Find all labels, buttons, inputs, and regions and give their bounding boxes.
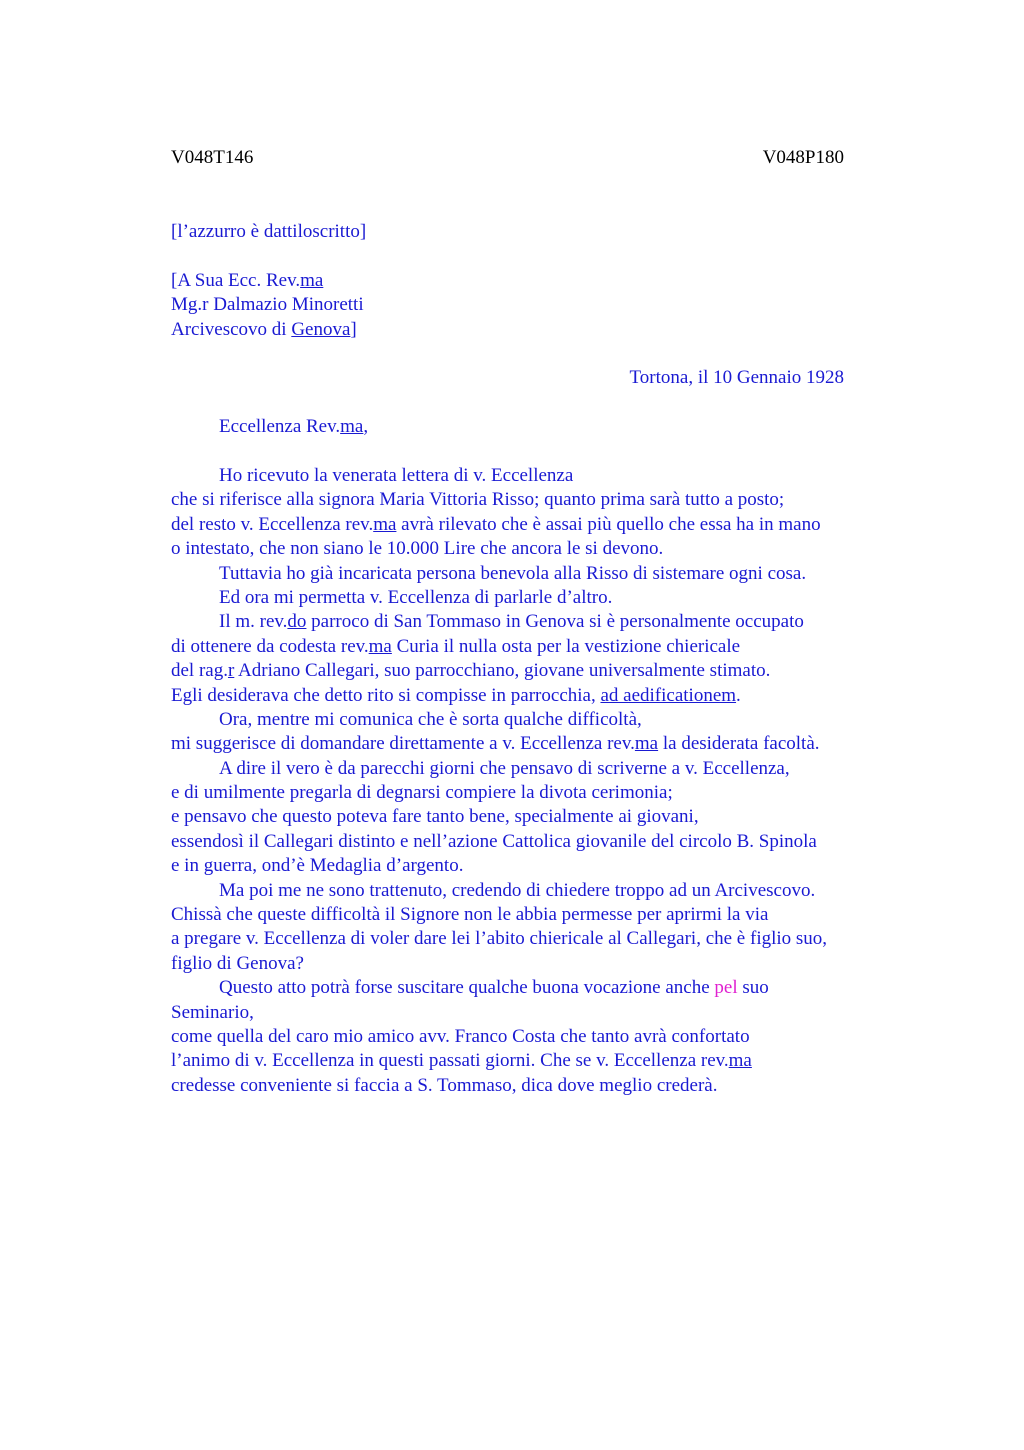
abbrev-superscript: ma bbox=[300, 270, 324, 291]
body-line: e di umilmente pregarla di degnarsi compiere la divota cerimonia; bbox=[171, 782, 673, 804]
abbrev-superscript: r bbox=[227, 660, 235, 682]
addressee-line-3: Arcivescovo di Genova] bbox=[171, 318, 357, 340]
body-line: Tuttavia ho già incaricata persona benevola alla Risso di sistemare ogni cosa. bbox=[219, 562, 807, 584]
abbrev-superscript: ma bbox=[373, 513, 397, 535]
body-line: e in guerra, ond’è Medaglia d’argento. bbox=[171, 855, 464, 877]
body-line: Ho ricevuto la venerata lettera di v. Eccellenza bbox=[219, 465, 574, 486]
body-line: Ma poi me ne sono trattenuto, credendo di chiedere troppo ad un Arcivescovo. bbox=[219, 879, 816, 901]
body-line: e pensavo che questo poteva fare tanto bene, specialmente ai giovani, bbox=[171, 806, 699, 828]
abbrev-superscript: ma bbox=[634, 733, 659, 755]
body-line: Seminario, bbox=[171, 1001, 254, 1023]
addressee-line-2: Mg.r Dalmazio Minoretti bbox=[171, 294, 364, 316]
abbrev-superscript: do bbox=[287, 611, 307, 633]
body-line: essendosì il Callegari distinto e nell’azione Cattolica giovanile del circolo B. Spinola bbox=[171, 830, 817, 852]
letter-date: Tortona, il 10 Gennaio 1928 bbox=[629, 367, 844, 388]
body-line: Ed ora mi permetta v. Eccellenza di parlarle d’altro. bbox=[219, 586, 613, 608]
editor-note: [l’azzurro è dattiloscritto] bbox=[171, 221, 367, 242]
salutation: Eccellenza Rev.ma, bbox=[219, 416, 369, 437]
body-line: Questo atto potrà forse suscitare qualche buona vocazione anche pel suo bbox=[219, 977, 769, 999]
body-line: A dire il vero è da parecchi giorni che pensavo di scriverne a v. Eccellenza, bbox=[219, 757, 790, 779]
body-line: a pregare v. Eccellenza di voler dare lei l’abito chiericale al Callegari, che è figlio suo, bbox=[171, 928, 828, 950]
latin-phrase-underlined: ad aedificationem bbox=[600, 684, 737, 706]
body-line: mi suggerisce di domandare direttamente a v. Eccellenza rev.ma la desiderata facoltà. bbox=[171, 733, 820, 755]
body-line: l’animo di v. Eccellenza in questi passati giorni. Che se v. Eccellenza rev.ma bbox=[171, 1050, 752, 1072]
addressee-block bbox=[171, 269, 891, 342]
annotation-word: pel bbox=[714, 977, 738, 999]
body-line: credesse conveniente si faccia a S. Tommaso, dica dove meglio crederà. bbox=[171, 1074, 718, 1096]
body-line: figlio di Genova? bbox=[171, 952, 304, 974]
abbrev-superscript: ma bbox=[368, 635, 392, 657]
abbrev-superscript: ma bbox=[340, 416, 364, 437]
body-line: Egli desiderava che detto rito si compisse in parrocchia, ad aedificationem. bbox=[171, 684, 741, 706]
letter-body bbox=[171, 464, 891, 1098]
document-codes bbox=[171, 146, 844, 170]
body-line: come quella del caro mio amico avv. Franco Costa che tanto avrà confortato bbox=[171, 1025, 750, 1047]
body-line: Il m. rev.do parroco di San Tommaso in Genova si è personalmente occupato bbox=[219, 611, 804, 633]
body-line: o intestato, che non siano le 10.000 Lire che ancora le si devono. bbox=[171, 538, 664, 560]
code-left: V048T146 bbox=[171, 147, 254, 168]
genova-underlined: Genova bbox=[291, 318, 351, 340]
body-line: di ottenere da codesta rev.ma Curia il nulla osta per la vestizione chiericale bbox=[171, 635, 741, 657]
body-line: Chissà che queste difficoltà il Signore non le abbia permesse per aprirmi la via bbox=[171, 904, 769, 926]
body-line: del resto v. Eccellenza rev.ma avrà rilevato che è assai più quello che essa ha in mano bbox=[171, 513, 821, 535]
code-right: V048P180 bbox=[762, 147, 844, 168]
body-line: Ora, mentre mi comunica che è sorta qualche difficoltà, bbox=[219, 708, 642, 730]
addressee-line-1: [A Sua Ecc. Rev.ma bbox=[171, 270, 324, 291]
abbrev-superscript: ma bbox=[728, 1050, 752, 1072]
body-line: del rag.r Adriano Callegari, suo parrocchiano, giovane universalmente stimato. bbox=[171, 660, 771, 682]
body-line: che si riferisce alla signora Maria Vittoria Risso; quanto prima sarà tutto a posto; bbox=[171, 489, 785, 511]
